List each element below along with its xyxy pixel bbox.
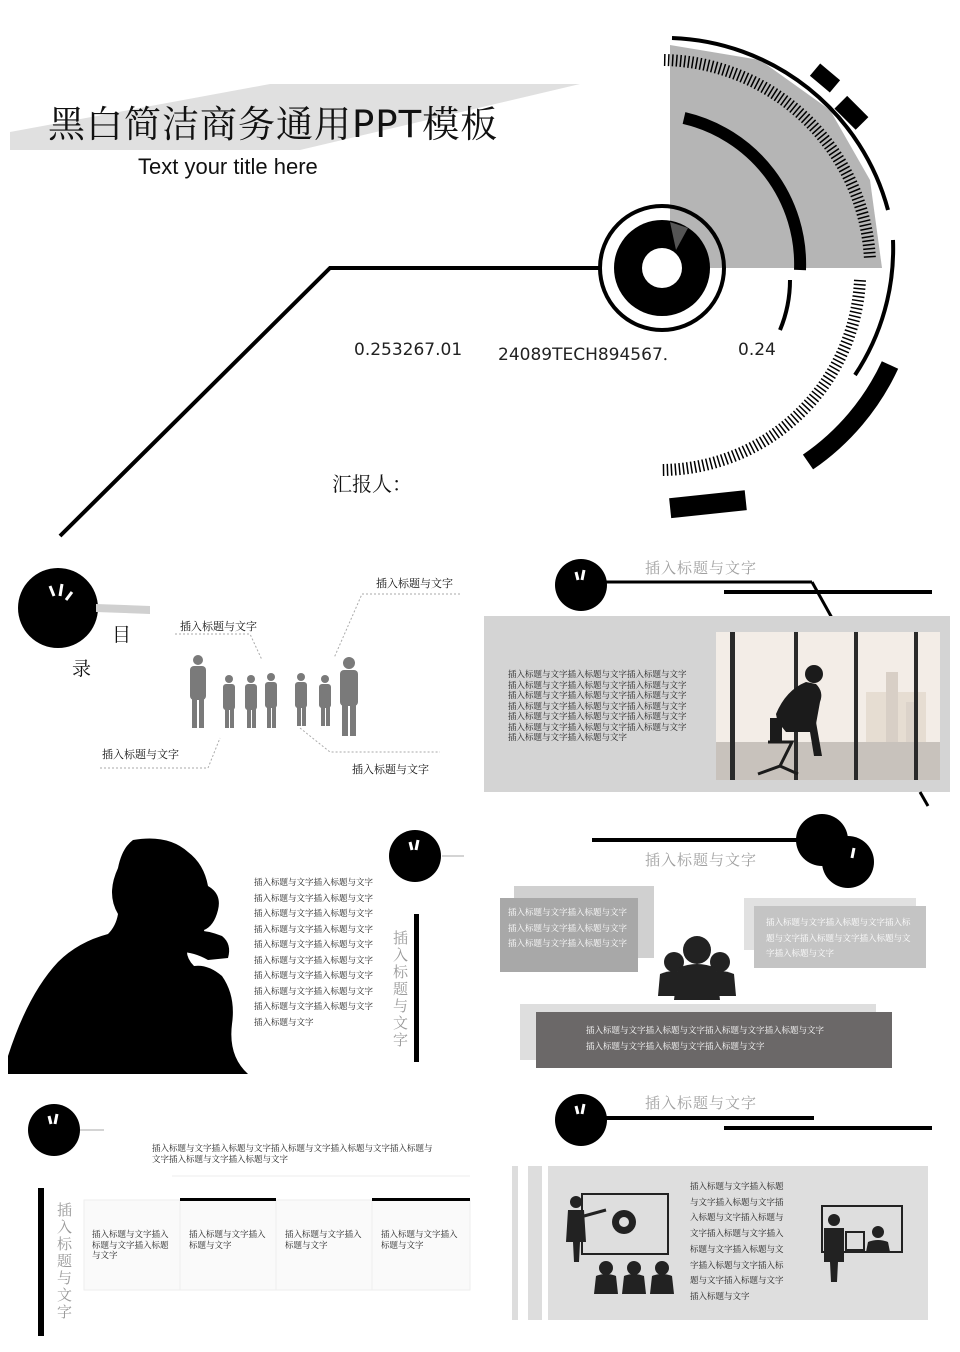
slide-4 — [482, 814, 960, 1076]
slide-6-body: 插入标题与文字插入标题与文字插入标题与文字插入标题与文字插入标题与文字插入标题与文字插入标题与文字插入标题与文字插入标题与文字插入标题与文字插入标题与文字插入标题与文字 — [690, 1182, 784, 1302]
slide-3-line: 插入标题与文字插入标题与文字 — [254, 971, 374, 981]
cover-title: 黑白简洁商务通用PPT模板 — [48, 103, 499, 146]
slide-3-line: 插入标题与文字插入标题与文字 — [254, 924, 374, 935]
slide-3-line: 插入标题与文字插入标题与文字 — [254, 986, 374, 997]
toc-label-bottom-left: 插入标题与文字 — [102, 748, 179, 761]
slide-2-body: 插入标题与文字插入标题与文字插入标题与文字插入标题与文字插入标题与文字插入标题与文字插入标题与文字插入标题与文字插入标题与文字插入标题与文字插入标题与文字插入标题与文字插入标题与文字插入标题与文字插入标题与文字插入标题与文字插入标题与文字插入标题与文字插入标题与文字插入标题与文字 — [508, 670, 687, 743]
slide-3-line: 插入标题与文字插入标题与文字 — [254, 940, 374, 950]
toc-slide — [0, 548, 478, 810]
slide-3 — [0, 814, 478, 1076]
slide-4-title: 插入标题与文字 — [645, 851, 758, 869]
slide-3-vertical-title: 插入标题与文字 — [391, 930, 409, 1049]
cover-code-3: 0.24 — [738, 340, 776, 360]
slide-4-box-bottom-2: 插入标题与文字插入标题与文字插入标题与文字 — [586, 1042, 765, 1052]
slide-3-line: 插入标题与文字插入标题与文字 — [254, 955, 374, 966]
slide-3-line: 插入标题与文字 — [254, 1017, 314, 1028]
toc-label-top-mid: 插入标题与文字 — [180, 620, 257, 633]
slide-5 — [0, 1082, 478, 1344]
cover-subtitle: Text your title here — [138, 154, 318, 179]
cover-reporter: 汇报人： — [332, 472, 412, 496]
slide-3-text — [254, 876, 373, 1031]
slide-3-line: 插入标题与文字插入标题与文字 — [254, 893, 374, 904]
slide-2 — [482, 548, 960, 810]
slide-5-cell-2: 插入标题与文字插入标题与文字 — [189, 1230, 266, 1251]
toc-label-bottom-right: 插入标题与文字 — [352, 763, 429, 776]
slide-6-title: 插入标题与文字 — [645, 1094, 758, 1112]
slide-5-cell-1: 插入标题与文字插入标题与文字插入标题与文字 — [92, 1230, 169, 1261]
slide-5-vertical-title: 插入标题与文字 — [55, 1202, 73, 1321]
slide-4-box-right: 插入标题与文字插入标题与文字插入标题与文字插入标题与文字插入标题与文字插入标题与文字 — [766, 918, 911, 959]
slide-6 — [482, 1082, 960, 1344]
slide-2-title: 插入标题与文字 — [645, 559, 758, 577]
slide-5-top-text: 插入标题与文字插入标题与文字插入标题与文字插入标题与文字插入标题与文字插入标题与文字插入标题与文字 — [152, 1144, 433, 1165]
cover-line — [0, 0, 960, 540]
slide-4-box-bottom-1: 插入标题与文字插入标题与文字插入标题与文字插入标题与文字 — [586, 1026, 825, 1036]
cover-code-1: 0.253267.01 — [354, 340, 463, 360]
slide-5-cell-4: 插入标题与文字插入标题与文字 — [381, 1230, 458, 1251]
toc-label-top-right: 插入标题与文字 — [376, 577, 453, 590]
toc-char-1: 目 — [112, 624, 132, 646]
slide-3-line: 插入标题与文字插入标题与文字 — [254, 1002, 374, 1012]
slide-4-box-left: 插入标题与文字插入标题与文字插入标题与文字插入标题与文字插入标题与文字插入标题与文字 — [508, 908, 628, 949]
office-photo — [716, 632, 940, 780]
toc-char-2: 录 — [72, 658, 92, 680]
slide-3-line: 插入标题与文字插入标题与文字 — [254, 878, 374, 888]
cover-slide — [0, 0, 960, 540]
slide-5-cell-3: 插入标题与文字插入标题与文字 — [285, 1230, 362, 1251]
thinking-man-silhouette — [8, 834, 258, 1076]
slide-3-line: 插入标题与文字插入标题与文字 — [254, 909, 374, 919]
cover-code-2: 24089TECH894567． — [498, 345, 680, 365]
